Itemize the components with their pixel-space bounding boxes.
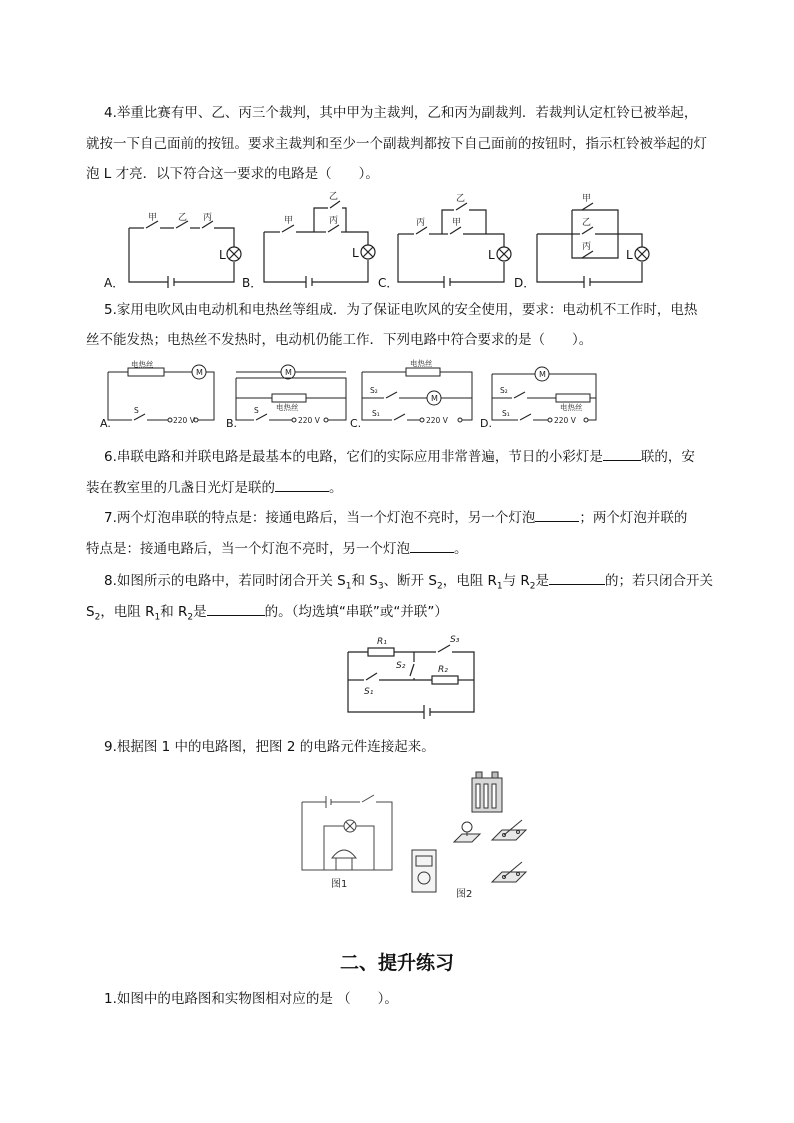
q8-blank-2[interactable] — [207, 603, 265, 616]
q5b-motor-label: M — [285, 368, 292, 377]
q8-line1 — [104, 572, 713, 596]
q5d-s2-label: S₂ — [500, 386, 508, 395]
battery-icon — [472, 772, 502, 812]
q8-circuit-figure — [340, 632, 480, 724]
q5d-motor-label: M — [539, 370, 546, 379]
q4a-lamp-label: L — [219, 248, 226, 262]
q5c-s1-label: S₁ — [372, 409, 380, 418]
q7-text-2: ；两个灯泡并联的 — [579, 510, 688, 526]
q5-line1: 5.家用电吹风由电动机和电热丝等组成．为了保证电吹风的安全使用，要求：电动机不工作时，电热 — [104, 302, 698, 318]
q4a-switch-yi: 乙 — [178, 213, 188, 223]
q5-option-d: D. — [480, 417, 492, 430]
q4-option-b: B． — [242, 276, 263, 290]
q4d-switch-jia: 甲 — [582, 194, 592, 204]
q4b-switch-jia: 甲 — [284, 216, 294, 226]
q9-fig2-components — [412, 772, 526, 892]
q5a-voltage: 220 V — [173, 416, 195, 425]
q8-sub: 3 — [377, 581, 384, 592]
q4d-lamp-label: L — [626, 248, 633, 262]
q4a-switch-jia: 甲 — [148, 213, 158, 223]
q6-blank-1[interactable] — [603, 448, 641, 461]
q7-text-4: 。 — [454, 541, 468, 557]
q8-text: ，电阻 R — [442, 573, 497, 589]
q5a-switch-label: S — [134, 406, 139, 415]
q4-circuit-d — [537, 203, 649, 288]
q4c-lamp-label: L — [488, 248, 495, 262]
q5b-heater-label: 电热丝 — [276, 403, 299, 412]
q9-figure — [296, 770, 532, 902]
q6-line1 — [104, 448, 695, 466]
q4d-switch-bing: 丙 — [582, 242, 592, 252]
q8-r1-label: R₁ — [377, 637, 387, 647]
q8-sub: 2 — [529, 581, 536, 592]
q5-option-c: C. — [350, 417, 362, 430]
q4-option-a: A． — [104, 276, 125, 290]
q5a-motor-label: M — [196, 368, 203, 377]
q8-sub: 2 — [94, 612, 101, 623]
q5-line2: 丝不能发热；电热丝不发热时，电动机仍能工作．下列电路中符合要求的是（ ）。 — [86, 332, 593, 348]
q4-option-d: D． — [514, 276, 536, 290]
q8-s3-label: S₃ — [450, 635, 460, 645]
q8-text: 的；若只闭合开关 — [605, 573, 714, 589]
q8-s1-label: S₁ — [364, 687, 374, 697]
q8-sub: 1 — [345, 581, 352, 592]
q8-sub: 2 — [187, 612, 194, 623]
q5c-motor-label: M — [431, 394, 438, 403]
section-title: 二、提升练习 — [339, 952, 454, 974]
q5a-heater-label: 电热丝 — [131, 360, 154, 369]
bell-icon — [412, 850, 436, 892]
q4-option-c: C． — [378, 276, 399, 290]
q8-text: 与 R — [502, 573, 530, 589]
q4d-switch-yi: 乙 — [582, 218, 592, 228]
q5c-voltage: 220 V — [426, 416, 448, 425]
q6-text-3: 装在教室里的几盏日光灯是联的 — [86, 480, 275, 496]
q5d-heater-label: 电热丝 — [560, 403, 583, 412]
q4b-switch-yi: 乙 — [329, 192, 339, 202]
q7-line1 — [104, 509, 687, 527]
q9-fig2-label: 图2 — [456, 889, 473, 900]
q8-s2-label: S₂ — [396, 661, 406, 671]
lamp-icon — [454, 822, 480, 842]
q6-text-4: 。 — [329, 480, 343, 496]
q6-text-2: 联的，安 — [640, 449, 695, 465]
q4-circuit-c — [398, 203, 511, 288]
q6-text-1: 6.串联电路和并联电路是最基本的电路，它们的实际应用非常普遍，节日的小彩灯是 — [104, 449, 603, 465]
q8-text: 和 S — [351, 573, 378, 589]
q4b-switch-bing: 丙 — [329, 216, 339, 226]
q5-option-a: A. — [100, 417, 111, 430]
q9-line: 9.根据图 1 中的电路图，把图 2 的电路元件连接起来。 — [104, 739, 435, 755]
q8-sub: 1 — [496, 581, 503, 592]
q9-fig1-circuit — [302, 795, 392, 870]
q5b-voltage: 220 V — [298, 416, 320, 425]
q7-line2 — [86, 540, 468, 558]
q8-text: 的。（均选填“串联”或“并联”） — [264, 604, 448, 620]
q4-line1: 4.举重比赛有甲、乙、丙三个裁判，其中甲为主裁判，乙和丙为副裁判．若裁判认定杠铃已被举起， — [104, 105, 698, 121]
q5d-s1-label: S₁ — [502, 409, 510, 418]
q4-circuit-b — [264, 201, 375, 288]
q4a-switch-bing: 丙 — [203, 213, 213, 223]
switch-icon — [492, 862, 526, 882]
q8-text: ，电阻 R — [100, 604, 155, 620]
q4b-lamp-label: L — [352, 246, 359, 260]
q9-fig1-label: 图1 — [331, 879, 348, 890]
q8-text: 8.如图所示的电路中，若同时闭合开关 S — [104, 573, 346, 589]
q4-line3: 泡 L 才亮．以下符合这一要求的电路是（ ）。 — [86, 166, 379, 182]
q5-circuit-options — [100, 358, 660, 434]
q4c-switch-bing: 丙 — [416, 218, 426, 228]
q7-blank-1[interactable] — [535, 509, 579, 522]
q7-blank-2[interactable] — [410, 540, 454, 553]
q4-circuit-options — [96, 190, 676, 290]
q6-line2 — [86, 479, 343, 497]
q7-text-1: 7.两个灯泡串联的特点是：接通电路后，当一个灯泡不亮时，另一个灯泡 — [104, 510, 536, 526]
q8-text: 是 — [193, 604, 207, 620]
q5c-heater-label: 电热丝 — [410, 359, 433, 368]
q5c-s2-label: S₂ — [370, 386, 378, 395]
q4c-switch-jia: 甲 — [452, 218, 462, 228]
q8-text: 和 R — [160, 604, 188, 620]
q8-text: 、断开 S — [383, 573, 437, 589]
q8-r2-label: R₂ — [438, 665, 448, 675]
q7-text-3: 特点是：接通电路后，当一个灯泡不亮时，另一个灯泡 — [86, 541, 410, 557]
q8-sub: 1 — [154, 612, 161, 623]
q8-sub: 2 — [436, 581, 443, 592]
q5-option-b: B. — [226, 417, 238, 430]
q8-blank-1[interactable] — [549, 572, 605, 585]
q4-line2: 就按一下自己面前的按钮。要求主裁判和至少一个副裁判都按下自己面前的按钮时，指示杠铃被举起的灯 — [86, 136, 707, 152]
q5d-voltage: 220 V — [554, 416, 576, 425]
p1-line: 1.如图中的电路图和实物图相对应的是 （ ）。 — [104, 991, 398, 1007]
q6-blank-2[interactable] — [275, 479, 329, 492]
switch-icon — [492, 820, 526, 840]
q4c-switch-yi: 乙 — [456, 194, 466, 204]
q5b-switch-label: S — [254, 406, 259, 415]
q8-text: 是 — [535, 573, 550, 589]
q8-line2 — [86, 603, 448, 627]
q8-text: S — [86, 604, 95, 620]
